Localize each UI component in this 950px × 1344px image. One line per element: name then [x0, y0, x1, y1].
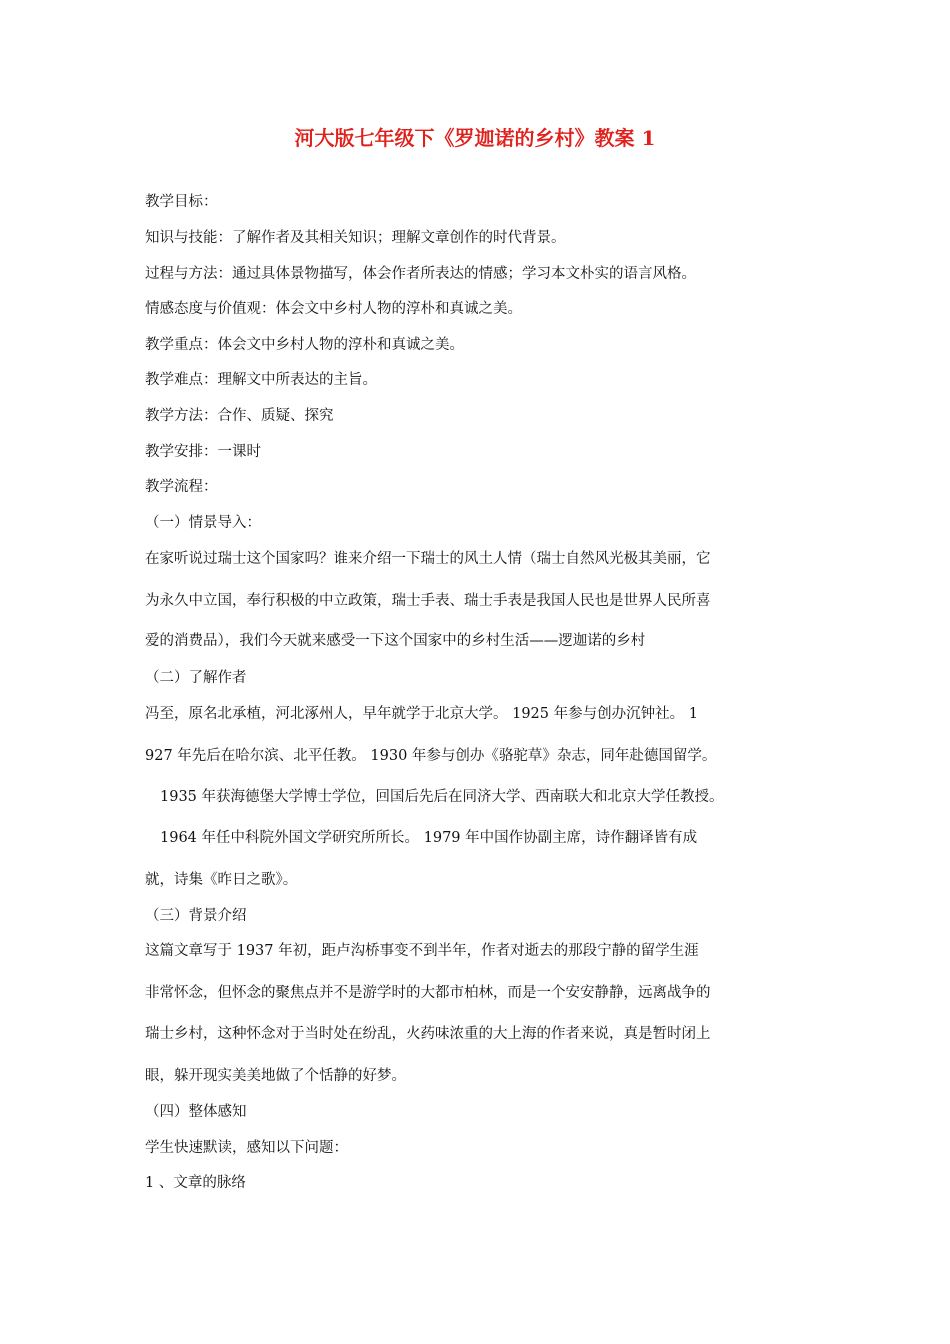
document-title: 河大版七年级下《罗迦诺的乡村》教案 1 [294, 126, 656, 150]
text-line-intro-1: 在家听说过瑞士这个国家吗？谁来介绍一下瑞士的风土人情（瑞士自然风光极其美丽，它 [145, 551, 711, 567]
text-line-background-2: 非常怀念，但怀念的聚焦点并不是游学时的大都市柏林，而是一个安安静静，远离战争的 [145, 985, 711, 1001]
text-line-author-4: 1964 年任中科院外国文学研究所所长。 1979 年中国作协副主席，诗作翻译皆有成 [160, 830, 698, 846]
text-line-process: 过程与方法：通过具体景物描写，体会作者所表达的情感；学习本文朴实的语言风格。 [145, 266, 696, 282]
text-line-intro-2: 为永久中立国，奉行积极的中立政策，瑞士手表、瑞士手表是我国人民也是世界人民所喜 [145, 593, 711, 609]
section-heading-intro: （一）情景导入： [145, 515, 261, 531]
text-line-background-1: 这篇文章写于 1937 年初，距卢沟桥事变不到半年，作者对逝去的那段宁静的留学生涯 [145, 943, 699, 959]
text-line-flow: 教学流程： [145, 479, 218, 495]
section-heading-background: （三）背景介绍 [145, 908, 247, 924]
list-item-structure: 1 、文章的脉络 [145, 1175, 246, 1191]
text-line-author-3: 1935 年获海德堡大学博士学位，回国后先后在同济大学、西南联大和北京大学任教授。 [160, 789, 724, 805]
text-line-difficulty: 教学难点：理解文中所表达的主旨。 [145, 372, 377, 388]
text-line-schedule: 教学安排：一课时 [145, 444, 261, 460]
text-line-background-3: 瑞士乡村，这种怀念对于当时处在纷乱，火药味浓重的大上海的作者来说，真是暂时闭上 [145, 1026, 711, 1042]
text-line-key-point: 教学重点：体会文中乡村人物的淳朴和真诚之美。 [145, 337, 464, 353]
text-line-attitude: 情感态度与价值观：体会文中乡村人物的淳朴和真诚之美。 [145, 301, 522, 317]
text-line-objectives: 教学目标： [145, 194, 218, 210]
section-heading-overview: （四）整体感知 [145, 1104, 247, 1120]
text-line-author-1: 冯至，原名北承植，河北涿州人，早年就学于北京大学。 1925 年参与创办沉钟社。 1 [145, 706, 698, 722]
text-line-background-4: 眼，躲开现实美美地做了个恬静的好梦。 [145, 1068, 406, 1084]
text-line-author-5: 就，诗集《昨日之歌》。 [145, 872, 298, 888]
section-heading-author: （二）了解作者 [145, 670, 247, 686]
text-line-author-2: 927 年先后在哈尔滨、北平任教。 1930 年参与创办《骆驼草》杂志，同年赴德国留学。 [145, 748, 717, 764]
text-line-overview-1: 学生快速默读，感知以下问题： [145, 1140, 348, 1156]
text-line-intro-3: 爱的消费品），我们今天就来感受一下这个国家中的乡村生活——逻迦诺的乡村 [145, 633, 646, 649]
text-line-method: 教学方法：合作、质疑、探究 [145, 408, 334, 424]
text-line-knowledge: 知识与技能：了解作者及其相关知识；理解文章创作的时代背景。 [145, 230, 566, 246]
